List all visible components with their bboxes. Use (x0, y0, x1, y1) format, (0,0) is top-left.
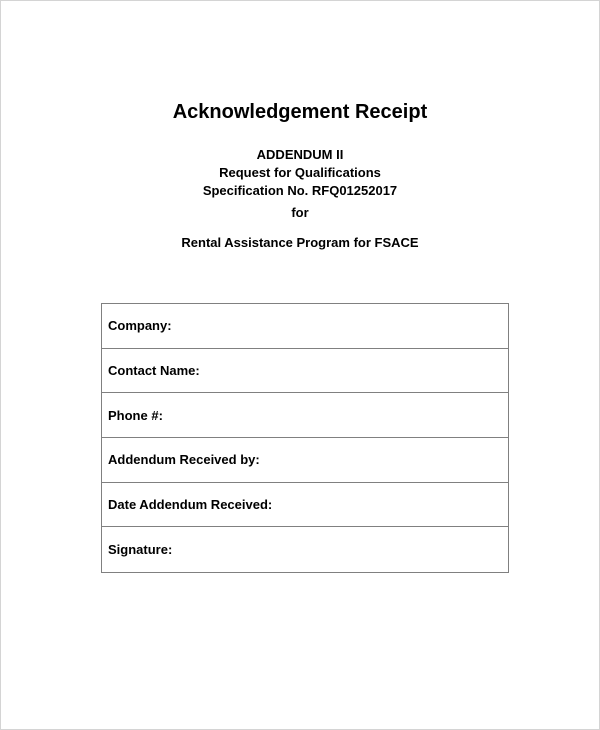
addendum-details (1, 146, 599, 200)
contact-name-label: Contact Name: (108, 363, 200, 379)
request-label: Request for Qualifications (219, 165, 381, 180)
phone-label: Phone #: (108, 407, 163, 423)
form-row-signature (102, 527, 508, 572)
program-label: Rental Assistance Program for FSACE (181, 235, 419, 250)
date-addendum-received-label: Date Addendum Received: (108, 497, 273, 513)
addendum-received-by-label: Addendum Received by: (108, 452, 260, 468)
addendum-label: ADDENDUM II (256, 147, 344, 162)
form-row-addendum-received-by (102, 438, 508, 483)
specification-label: Specification No. RFQ01252017 (202, 183, 398, 198)
acknowledgement-form-table (101, 303, 509, 573)
for-label: for (291, 205, 309, 220)
form-row-company (102, 304, 508, 349)
company-label: Company: (108, 318, 172, 334)
document-title: Acknowledgement Receipt (172, 101, 428, 123)
form-row-phone (102, 393, 508, 438)
signature-label: Signature: (108, 542, 173, 558)
form-row-contact-name (102, 349, 508, 394)
form-row-date-addendum-received (102, 483, 508, 528)
